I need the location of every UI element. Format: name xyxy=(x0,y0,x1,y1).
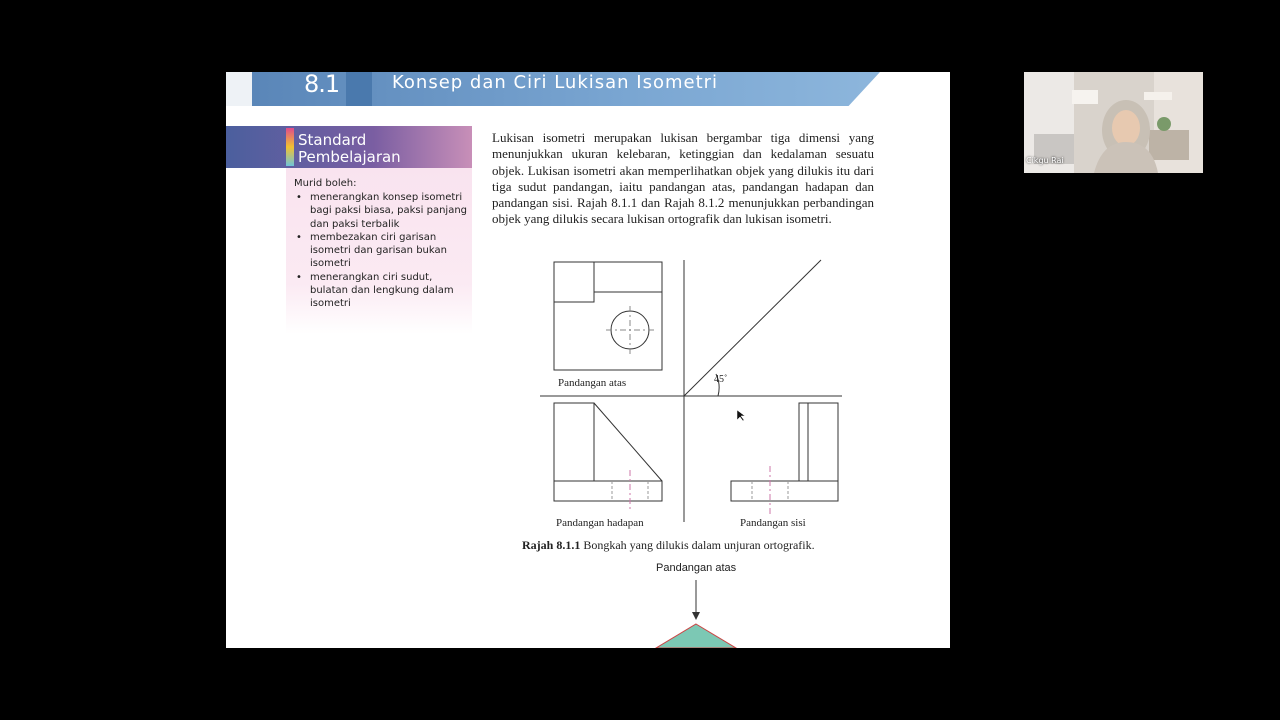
standard-title xyxy=(298,132,401,166)
orthographic-diagram xyxy=(536,256,846,536)
isometric-top-label: Pandangan atas xyxy=(656,562,737,574)
header-left-margin xyxy=(226,72,252,106)
standard-title-line2: Pembelajaran xyxy=(298,148,401,166)
front-view-label: Pandangan hadapan xyxy=(556,517,644,529)
document-page xyxy=(226,72,950,648)
mitre-line xyxy=(684,260,821,396)
participant-name: Cikgu Rai xyxy=(1026,156,1064,165)
side-view-base xyxy=(731,481,838,501)
objective-item: • membezakan ciri garisan isometri dan garisan bukan isometri xyxy=(296,231,472,271)
figure-caption xyxy=(522,538,815,553)
isometric-diagram xyxy=(646,580,746,648)
section-title: Konsep dan Ciri Lukisan Isometri xyxy=(392,72,719,93)
top-view-label: Pandangan atas xyxy=(558,377,627,389)
top-view-notch xyxy=(554,262,594,302)
angle-label: 45˚ xyxy=(714,374,728,385)
mouse-cursor-icon xyxy=(737,410,745,422)
standard-title-line1: Standard xyxy=(298,131,367,149)
standard-color-strip xyxy=(286,128,294,166)
front-view-base xyxy=(554,481,662,501)
objective-item: • menerangkan konsep isometri bagi paksi biasa, paksi panjang dan paksi terbalik xyxy=(296,191,472,231)
objective-item: • menerangkan ciri sudut, bulatan dan lengkung dalam isometri xyxy=(296,271,472,311)
intro-paragraph: Lukisan isometri merupakan lukisan bergambar tiga dimensi yang menunjukkan ukuran kelebaran, ketinggian dan kedalaman sesuatu objek. Lukisan isometri akan memperlihatkan objek yang dilukis itu dari tiga sudut pandangan, iaitu pandangan atas, pandangan hadapan dan pandangan sisi. Rajah 8.1.1 dan Rajah 8.1.2 menunjukkan perbandingan objek yang dilukis secara lukisan ortografik dan lukisan isometri. xyxy=(492,130,874,227)
caption-number: Rajah 8.1.1 xyxy=(522,538,581,552)
learning-objectives-list xyxy=(296,191,472,311)
top-view-outline xyxy=(554,262,662,370)
murid-boleh-label: Murid boleh: xyxy=(294,178,357,189)
webcam-tile[interactable] xyxy=(1024,72,1203,173)
caption-text: Bongkah yang dilukis dalam unjuran ortografik. xyxy=(580,538,815,552)
section-number: 8.1 xyxy=(304,72,340,98)
section-number-divider xyxy=(346,72,372,106)
side-view-label: Pandangan sisi xyxy=(740,517,806,529)
